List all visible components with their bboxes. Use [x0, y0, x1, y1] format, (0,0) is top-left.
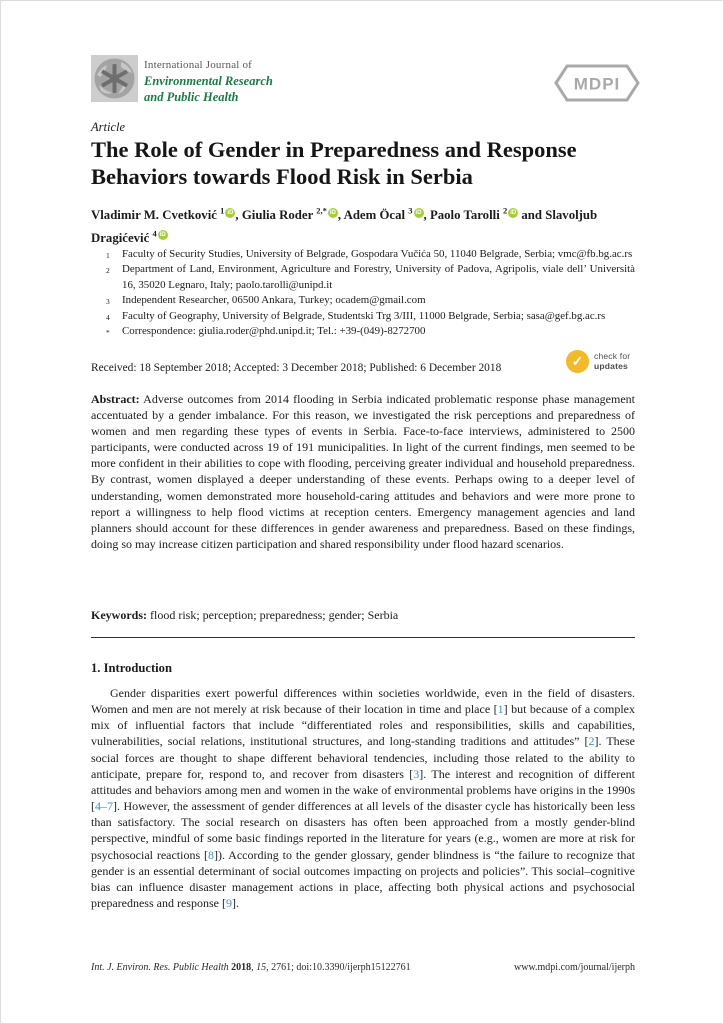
footer-doi[interactable]: , 2761; doi:10.3390/ijerph15122761: [266, 962, 411, 973]
correspondence-text: Correspondence: giulia.roder@phd.unipd.it; Tel.: +39-(049)-8272700: [122, 325, 426, 338]
affiliation-marker: 2: [106, 266, 110, 276]
orcid-id-icon[interactable]: iD: [510, 210, 517, 216]
dates-line: Received: 18 September 2018; Accepted: 3 December 2018; Published: 6 December 2018: [91, 362, 502, 374]
article-type-label: Article: [91, 120, 126, 134]
affiliation-marker: 3: [106, 297, 110, 307]
citation-ref[interactable]: 8: [207, 847, 214, 862]
citation-ref[interactable]: 1: [497, 702, 504, 717]
check-for-updates-badge[interactable]: [566, 350, 630, 373]
introduction-paragraph: [91, 685, 635, 911]
paragraph-text-segment: ].: [231, 896, 239, 911]
footer-journal-abbrev: Int. J. Environ. Res. Public Health: [91, 962, 229, 973]
author: [242, 208, 344, 222]
affiliation-row: [91, 247, 635, 262]
author-separator: and: [518, 208, 546, 223]
affiliation-list: [91, 247, 635, 339]
journal-name: [144, 59, 273, 104]
journal-name-line-1: Environmental Research: [144, 74, 273, 88]
author-name: Paolo Tarolli: [429, 208, 500, 223]
paragraph-text-segment: Gender disparities exert powerful differences within societies worldwide, even in the field of disasters. Women and men are not merely at risk because of their location in time and place [: [91, 686, 635, 717]
footer-citation: [91, 962, 411, 973]
author: [91, 208, 242, 222]
affiliation-text: Faculty of Geography, University of Belgrade, Studentski Trg 3/III, 11000 Belgrade, Serbia; sasa@gef.bg.ac.rs: [122, 309, 606, 322]
affiliation-row correspondence-row: [91, 324, 635, 339]
paragraph-text-segment: ]. However, the assessment of gender differences at all levels of the disaster cycle has historically been less than satisfactory. The social research on disasters has often been approached from a mostly gender-blind perspective, mindful of some basic findings reported in the literature for years (e.g., women are more at risk for psychosocial reactions [: [91, 799, 635, 862]
orcid-id-icon[interactable]: iD: [329, 210, 336, 216]
footer-sep: ,: [251, 962, 257, 973]
footer-volume: 15: [256, 962, 267, 973]
paragraph-text-segment: ] but because of a complex mix of influential factors that include “differentiated roles and responsibilities, skills and capabilities, vulnerabilities, social relations, institutional structures, and long-standing traditions and attitudes” [: [91, 702, 635, 749]
author-separator: ,: [235, 208, 242, 223]
citation-ref[interactable]: 3: [413, 766, 420, 781]
mdpi-logo: [553, 63, 641, 103]
author-list: [91, 202, 635, 247]
section-divider: [91, 637, 635, 638]
badge-label-line-2: updates: [594, 360, 628, 371]
affiliation-row: [91, 262, 635, 293]
orcid-id-icon[interactable]: iD: [227, 210, 234, 216]
author-affiliation-sup: 2: [502, 206, 508, 216]
paragraph-text-segment: ]. The interest and recognition of different attitudes and behaviors among men and women in the wake of environmental problems have origins in the 1990s [: [91, 766, 635, 814]
abstract: [91, 391, 635, 552]
orcid-id-icon[interactable]: iD: [415, 210, 422, 216]
author-affiliation-sup: 2,*: [316, 206, 327, 216]
affiliation-row: [91, 309, 635, 324]
abstract-label: Abstract:: [91, 392, 140, 406]
affiliation-row: [91, 293, 635, 308]
footer-journal-url[interactable]: www.mdpi.com/journal/ijerph: [514, 962, 635, 973]
badge-label-line-1: check for: [594, 351, 631, 361]
badge-label: [594, 352, 630, 371]
orcid-id-icon[interactable]: iD: [159, 232, 166, 239]
author-name: Adem Öcal: [343, 208, 406, 223]
abstract-text: Adverse outcomes from 2014 flooding in Serbia indicated problematic response phase management accentuated by a gender imbalance. For this reason, we investigated the risk perceptions and preparedness of women and men regarding these types of events in Serbia. Face-to-face interviews, administered to 2500 participants, were conducted across 19 of 191 municipalities. In light of the current findings, men seemed to be more confident in their abilities to cope with flooding, perceiving greater individual and household preparedness. By contrast, women displayed a deeper understanding of these events. Perhaps owing to a deeper level of understanding, women demonstrated more household-caring attitudes and behaviors and were more prone to report a willingness to help flood victims at reception centers. Emergency management agencies and land planners should account for these differences in gender awareness and preparedness. Based on these findings, doing so may increase citizen participation and shared responsibility under flood hazard scenarios.: [91, 392, 635, 551]
page-title-line-2: Behaviors towards Flood Risk in Serbia: [91, 163, 473, 189]
author-name: Giulia Roder: [241, 208, 314, 223]
journal-name-prefix: International Journal of: [144, 59, 253, 71]
footer: [91, 962, 635, 973]
check-icon: ✓: [566, 350, 589, 373]
author-separator: ,: [337, 208, 344, 223]
citation-ref[interactable]: 2: [588, 734, 595, 749]
paragraph-text-segment: ]). According to the gender glossary, gender blindness is “the failure to recognize that gender is an essential determinant of social outcomes impacting on projects and policies”. This social–cognitive bias can influence disaster management actions in place, affecting both physical actions and psychosocial preparedness and response [: [91, 847, 635, 911]
author-affiliation-sup: 1: [220, 206, 225, 216]
footer-year: 2018: [228, 962, 252, 973]
section-heading-introduction: 1. Introduction: [91, 661, 172, 675]
keywords-text: flood risk; perception; preparedness; gender; Serbia: [147, 608, 399, 622]
page-title-line-1: The Role of Gender in Preparedness and Response: [91, 137, 577, 162]
correspondence-marker: *: [106, 328, 110, 338]
journal-name-line-2: and Public Health: [144, 90, 239, 104]
affiliation-text: Independent Researcher, 06500 Ankara, Turkey; ocadem@gmail.com: [122, 294, 426, 307]
author-name: Vladimir M. Cvetković: [91, 208, 217, 223]
citation-ref[interactable]: 4–7: [95, 799, 113, 814]
affiliation-marker: 1: [106, 251, 110, 260]
mdpi-logo-text: MDPI: [573, 74, 621, 94]
journal-globe-logo-icon: [91, 55, 138, 102]
affiliation-text: Faculty of Security Studies, University of Belgrade, Gospodara Vučića 50, 11040 Belgrade, Serbia; vmc@fb.bg.ac.rs: [122, 248, 633, 260]
author-separator: ,: [423, 208, 430, 223]
keywords: [91, 608, 635, 623]
affiliation-text: Department of Land, Environment, Agriculture and Forestry, University of Padova, Agripolis, viale dell’ Università 16, 35020 Legnaro, Italy; paolo.tarolli@unipd.it: [122, 263, 635, 291]
author: [430, 208, 545, 222]
author-affiliation-sup: 3: [408, 206, 413, 216]
citation-ref[interactable]: 9: [225, 896, 232, 911]
page-title: [91, 137, 651, 190]
author-affiliation-sup: 4: [152, 228, 157, 239]
author: [344, 208, 430, 222]
paragraph-text-segment: ]. These social forces are thought to shape different behavioral tendencies, including those related to the ability to anticipate, prepare for, respond to, and recover from disasters [: [91, 734, 635, 781]
author-name: Slavoljub Dragićević: [91, 208, 598, 245]
affiliation-marker: 4: [106, 312, 110, 322]
keywords-label: Keywords:: [91, 608, 147, 622]
